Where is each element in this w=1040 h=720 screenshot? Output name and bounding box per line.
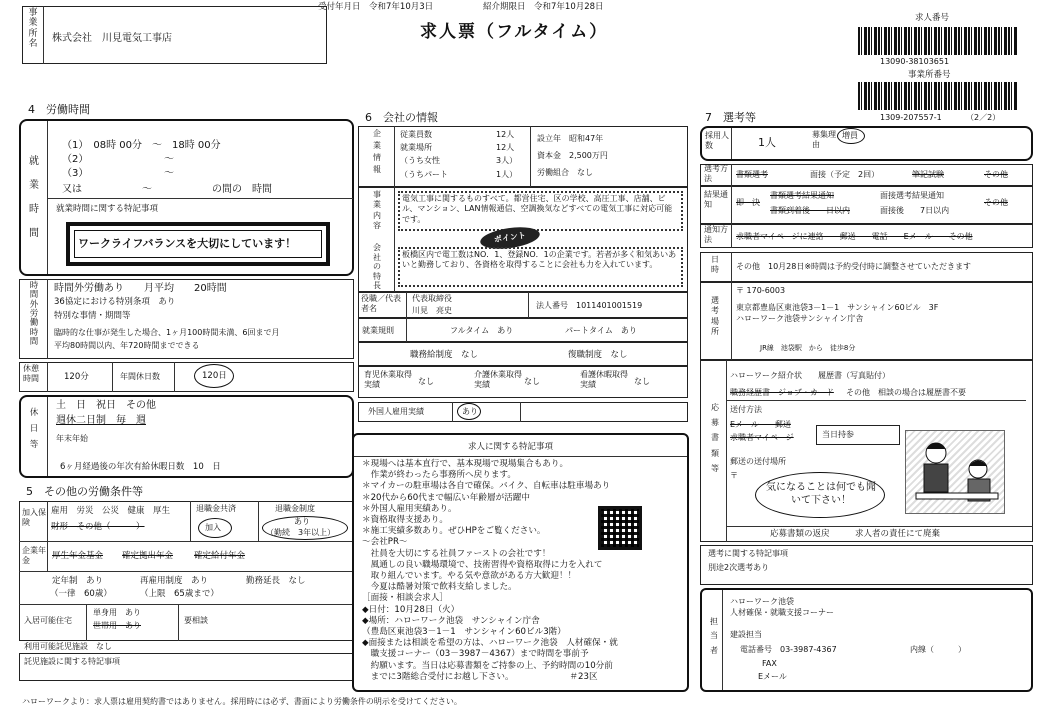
retirement-mutual-label: 退職金共済 (196, 504, 236, 513)
holiday-2: 週休二日制 毎 週 (56, 415, 146, 426)
insurance-1: 雇用 労災 公災 健康 厚生 (51, 506, 171, 516)
overtime-3: 特別な事情・期間等 (54, 311, 131, 321)
insurance-2: 財形 その他（ ） (51, 522, 145, 532)
contact-email: Eメール (758, 672, 787, 681)
hiring-count-label: 採用人数 (705, 131, 729, 151)
housing-family: 世帯用 あり (93, 621, 141, 630)
documents-label: 応募書類等 (711, 403, 719, 473)
contact-ext: 内線（ ） (910, 645, 966, 654)
care-leave-label: 介護休業取得実績 (474, 370, 522, 389)
speech-bubble-text: 気になることは何でも聞いて下さい！ (766, 482, 876, 506)
received-date: 受付年月日 令和7年10月3日 (318, 2, 434, 12)
pension-3: 確定給付年金 (194, 551, 246, 561)
company-info-label: 企業情報 (373, 129, 381, 174)
reason-label: 募集理由 (812, 130, 836, 149)
send-method-2: 求職者マイページ (730, 433, 794, 442)
childcare-leave-label: 育児休業取得実績 (364, 370, 412, 389)
seido-value: あり (294, 517, 310, 526)
special-note-line: 取り組んでいます。やる気や意欲がある方大歓迎！！ (362, 571, 577, 582)
address-1: 東京都豊島区東池袋3－1－1 サンシャイン60ビル 3F (736, 303, 939, 312)
instant: 即 決 (736, 198, 760, 207)
job-number-barcode (858, 27, 1018, 55)
special-notes-list (362, 459, 686, 683)
special-note-line: 風通しの良い職場環境で、技術習得や資格取得に力を入れて (362, 559, 603, 570)
selection-notes: 別途2次選考あり (708, 563, 770, 572)
overtime-1: 時間外労働あり 月平均 20時間 (54, 283, 227, 294)
special-note-line: ＊外国人雇用実績あり。 (362, 503, 457, 514)
section5-heading: 5 その他の労働条件等 (26, 485, 143, 498)
emp-part: 1人） (496, 170, 518, 179)
business-label: 事業内容 (373, 190, 381, 231)
section4-heading: 4 労働時間 (28, 103, 90, 116)
or-tilde: ～ (142, 184, 152, 195)
interview-result: 面接選考結果通知 (880, 191, 944, 200)
retirement-system-label: 退職金制度 (275, 504, 315, 513)
annual-holiday-value: 120日 (202, 371, 227, 381)
special-note-line: ＊資格取得支援あり。 (362, 515, 448, 526)
foreign-label: 外国人雇用実績 (368, 407, 424, 416)
rep-label: 役職／代表者名 (361, 294, 401, 313)
holiday-4: 6ヶ月経過後の年次有給休暇日数 10 日 (60, 462, 221, 472)
emp-site: 12人 (496, 143, 515, 152)
overtime-label: 時間外労働時間 (29, 281, 39, 348)
overtime-5: 平均80時間以内、年720時間までできる (54, 341, 200, 350)
shift-3: （3） (62, 168, 89, 179)
nursing-leave-label: 看護休暇取得実績 (580, 370, 628, 389)
special-note-line: ◆面接または相談を希望の方は、ハローワーク池袋 人材確保・就 (362, 638, 618, 649)
care-leave: なし (524, 377, 540, 386)
doc-screen: 書類選考 (736, 170, 768, 179)
send-method-label: 送付方法 (730, 405, 762, 414)
childcare-leave: なし (418, 377, 434, 386)
pension-1: 厚生年金基金 (52, 551, 104, 561)
datetime: その他 10月28日※時間は予約受付時に調整させていただきます (736, 262, 972, 271)
reason: 増員 (842, 131, 858, 140)
rep-title: 代表取締役 (412, 294, 452, 303)
childcare: 利用可能託児施設 なし (24, 642, 112, 651)
page-number: （2／2） (966, 113, 1001, 122)
labor-union: 労働組合 なし (537, 168, 593, 177)
insurance-label: 加入保険 (22, 508, 46, 528)
address-2: ハローワーク池袋サンシャイン庁舎 (736, 314, 864, 323)
shift-1: （1） 08時 00分 ～ 18時 00分 (62, 140, 221, 151)
feature-label: 会社の特長 (373, 243, 381, 291)
office-number-barcode (858, 82, 1018, 110)
holiday-label: 休日等 (29, 408, 39, 451)
return-policy: 応募書類の返戻 求人者の責任にて廃棄 (770, 529, 941, 539)
notify-methods: 求職者マイページに連絡 郵送 電話 Eメール その他 (736, 232, 973, 241)
childcare-note: 託児施設に関する特記事項 (24, 657, 120, 666)
special-note-line: 作業が終わったら事務所へ戻ります。 (362, 470, 516, 481)
capital: 資本金 2,500万円 (537, 151, 608, 160)
special-note-line: ＊現場へは基本直行で、基本現場で現場集合もあり。 (362, 459, 569, 469)
office-number-label: 事業所番号 (908, 70, 951, 80)
shift-2: （2） (62, 154, 89, 165)
shift-3-tilde: ～ (164, 168, 174, 179)
special-note-line: 約願います。当日は応募書類をご持参の上、予約時間の10分前 (362, 660, 613, 671)
overtime-4: 臨時的な仕事が発生した場合、1ヶ月100時間未満、6回まで月 (54, 328, 280, 337)
saikoyo: 再雇用制度 あり (140, 576, 209, 586)
business-text: 電気工事に関するものすべて。都営住宅、区の学校、高圧工事、店舗、ビル、マンション、LAN情報通信、空調換気などすべての電気工事に対応可能です。 (402, 194, 673, 224)
referral-resume: ハローワーク紹介状 履歴書（写真貼付） (730, 371, 890, 380)
contact-dept: 建設担当 (730, 630, 762, 639)
special-notes-heading: 求人に関する特記事項 (468, 442, 554, 452)
referral-limit: 紹介期限日 令和7年10月28日 (483, 2, 604, 12)
qr-code (598, 506, 642, 550)
mail-to-label: 郵送の送付場所 (730, 457, 786, 466)
selection-notes-label: 選考に関する特記事項 (708, 549, 788, 558)
section6-heading: 6 会社の情報 (365, 111, 438, 124)
office-number: 1309-207557-1 (880, 113, 942, 122)
rep-name: 川見 亮史 (412, 306, 452, 315)
reinstatement: 復職制度 なし (568, 350, 628, 360)
notify-label: 通知方法 (704, 225, 728, 244)
contact-corner: 人材確保・就職支援コーナー (730, 608, 834, 617)
rules-box (358, 318, 688, 342)
interview: 面接（予定 2回） (810, 170, 880, 179)
holiday-3: 年末年始 (56, 434, 88, 443)
emp-part-label: （うちパート (400, 170, 448, 179)
staff-illustration (906, 431, 1006, 515)
point-sticker: ポイント (479, 224, 541, 252)
wlb-text: ワークライフバランスを大切にしています！ (78, 237, 297, 250)
page-title: 求人票（フルタイム） (420, 22, 609, 42)
contact-office: ハローワーク池袋 (730, 597, 794, 606)
access: JR線 池袋駅 から 徒歩8分 (760, 344, 856, 352)
special-note-line: ＊20代から60代まで幅広い年齢層が活躍中 (362, 492, 530, 503)
datetime-label: 日時 (711, 255, 719, 275)
special-note-line: ＊マイカーの駐車場は各自で確保。バイク、自転車は駐車場あり (362, 481, 611, 492)
yosodan: 要相談 (184, 616, 208, 625)
overtime-2: 36協定における特別条項 あり (54, 297, 176, 307)
result-label: 結果通知 (704, 190, 728, 210)
selection-label: 選考方法 (704, 164, 728, 183)
documents-other: その他 相談の場合は履歴書不要 (846, 388, 966, 397)
teinen: 定年制 あり (52, 576, 104, 586)
doc-arrival: 書類到着後 日以内 (770, 206, 850, 215)
footer-note: ハローワークより：求人票は雇用契約書ではありません。採用時には必ず、書面により労働条件の明示を受けてください。 (22, 697, 462, 706)
seido-note: （勤続 3年以上） (266, 528, 336, 537)
special-note-line: ～会社PR～ (362, 537, 408, 548)
contact-label: 担当者 (710, 617, 718, 655)
established: 設立年 昭和47年 (537, 134, 604, 143)
emp-site-label: 就業場所 (400, 143, 432, 152)
full-rules: フルタイム あり (450, 326, 514, 335)
special-note-line: （豊島区東池袋3－1－1 サンシャイン60ビル3階） (362, 627, 566, 638)
pension-2: 確定拠出年金 (122, 551, 174, 561)
kanyu-value: 加入 (205, 523, 221, 532)
work-hours-label: 就業時間 (29, 156, 39, 239)
part-rules: パートタイム あり (565, 326, 637, 335)
corp-number: 法人番号 1011401001519 (536, 301, 643, 310)
bring-on-day: 当日持参 (822, 430, 854, 439)
special-note-line: ◆場所：ハローワーク池袋 サンシャイン庁舎 (362, 615, 540, 626)
foreign-value: あり (462, 407, 478, 416)
illustration-frame (905, 430, 1005, 514)
nursing-leave: なし (634, 377, 650, 386)
housing-label: 入居可能住宅 (24, 616, 72, 625)
housing-single: 単身用 あり (93, 608, 141, 617)
result-other: その他 (984, 198, 1008, 207)
or-text: 又は (62, 184, 82, 195)
zip: 〒 170-6003 (736, 286, 786, 295)
hiring-count: 1人 (758, 136, 776, 149)
rest-value: 120分 (64, 372, 89, 382)
saikoyo-value: （上限 65歳まで） (140, 589, 219, 599)
special-note-line: 今夏は酷暑対策で飲料支給しました。 (362, 582, 517, 593)
job-pay-system: 職務給制度 なし (410, 350, 479, 360)
emp-total: 12人 (496, 130, 515, 139)
company-name: 株式会社 川見電気工事店 (52, 33, 172, 44)
teinen-value: （一律 60歳） (50, 589, 112, 599)
emp-female-label: （うち女性 (400, 156, 440, 165)
shift-2-tilde: ～ (164, 154, 174, 165)
send-method-1: Eメール 郵送 (730, 420, 791, 429)
feature-text: 板橋区内で電工数はNO．1、登録NO．1の企業です。若者が多く和気あいあいと勤務しており、各資格を取得することに会社も力を入れています。 (402, 250, 677, 270)
job-number-label: 求人番号 (915, 13, 950, 23)
special-note-line: ＊施工実績多数あり。ぜひHPをご覧ください。 (362, 526, 546, 537)
emp-total-label: 従業員数 (400, 130, 432, 139)
emp-female: 3人） (496, 156, 518, 165)
kinmu-encho: 勤務延長 なし (246, 576, 306, 586)
special-note-line: 職支援コーナー（03－3987－4367）まで時間を事前予 (362, 649, 589, 660)
interview-days: 面接後 7日以内 (880, 206, 950, 215)
special-hours-label: 就業時間に関する特記事項 (56, 204, 159, 214)
selection-other: その他 (984, 170, 1008, 179)
annual-holiday-label: 年間休日数 (120, 372, 160, 381)
doc-result: 書類選考結果通知 (770, 191, 834, 200)
system-box (358, 342, 688, 366)
special-note-line: ◆日付：10月28日（火） (362, 604, 460, 615)
job-number: 13090-38103651 (880, 57, 950, 66)
rest-label: 休憩時間 (23, 364, 39, 383)
career-history: 職務経歴書 ジョブ・カード (730, 388, 834, 397)
written-test: 筆記試験 (912, 170, 944, 179)
rules-label: 就業規則 (362, 326, 394, 335)
place-label: 選考場所 (711, 296, 719, 337)
mail-to: 〒 (730, 471, 738, 480)
special-note-line: までに3階総合受付にお越し下さい。 ＃23区 (362, 671, 598, 682)
pension-label: 企業年金 (22, 546, 46, 566)
office-name-label: 事業所名 (28, 8, 38, 50)
between-text: の間の 時間 (212, 184, 272, 195)
contact-tel: 電話番号 03-3987-4367 (740, 645, 837, 654)
special-note-line: ［面接・相談会求人］ (362, 593, 448, 604)
contact-fax: FAX (762, 659, 777, 668)
hiring-box (700, 126, 1033, 161)
special-note-line: 社員を大切にする社員ファーストの会社です！ (362, 548, 551, 559)
holiday-1: 土 日 祝日 その他 (56, 400, 156, 411)
section7-heading: 7 選考等 (705, 111, 756, 124)
